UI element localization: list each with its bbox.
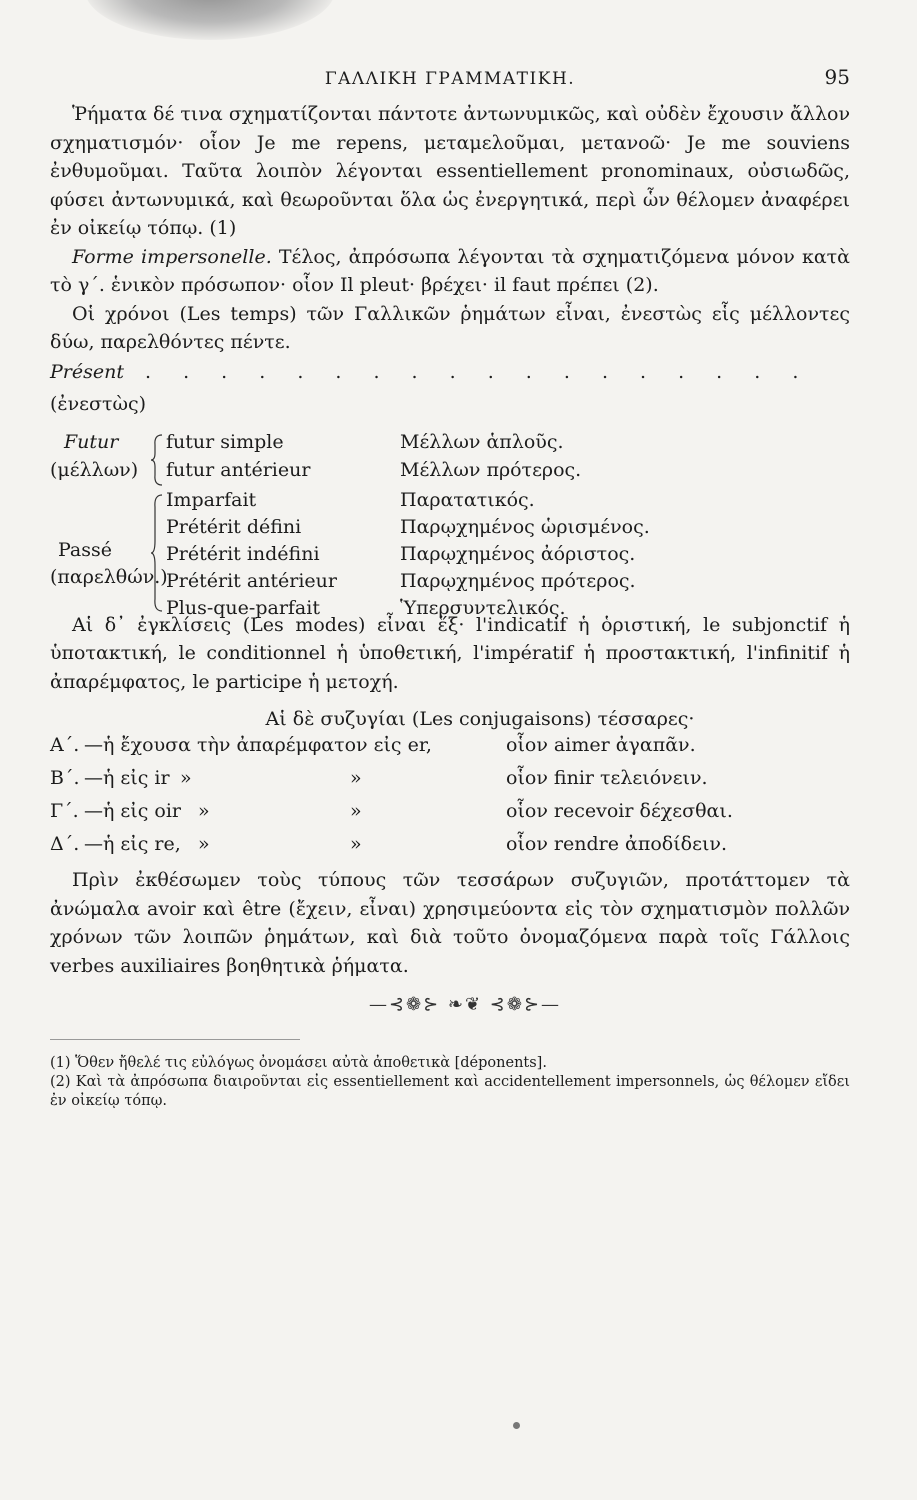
paragraph-tenses-intro: Οἱ χρόνοι (Les temps) τῶν Γαλλικῶν ῥημάτων εἶναι, ἐνεστὼς εἷς μέλλοντες δύω, παρελθόντες πέντε. [50, 302, 850, 353]
conjugation-ending: —ἡ εἰς ir [84, 767, 170, 789]
ink-speck [513, 1422, 520, 1429]
conjugation-number: Α΄. [50, 734, 80, 756]
future-greek-label: (μέλλων) [50, 458, 139, 481]
footnote-2: (2) Καὶ τὰ ἀπρόσωπα διαιροῦνται εἰς essentiellement καὶ accidentellement impersonnels, ὡς θέλομεν εἴδει ἐν οἰκείῳ τόπῳ. [50, 1074, 850, 1109]
preterit-indefini-fr: Prétérit indéfini [166, 542, 320, 565]
future-anterior-gr: Μέλλων πρότερος. [400, 458, 582, 481]
tenses-table [50, 360, 850, 619]
running-title: ΓΑΛΛΙΚΗ ΓΡΑΜΜΑΤΙΚΗ. [324, 69, 576, 89]
ditto-mark: » [198, 800, 210, 822]
conjugation-row [50, 800, 850, 832]
page-header [50, 55, 850, 100]
conjugations-heading: Αἱ δὲ συζυγίαι (Les conjugaisons) τέσσαρες· [265, 708, 695, 730]
ditto-mark: » [180, 767, 192, 789]
footnote-1: (1) Ὅθεν ἤθελέ τις εὐλόγως ὀνομάσει αὐτὰ ἀποθετικὰ [déponents]. [50, 1055, 547, 1071]
imparfait-gr: Παρατατικός. [400, 488, 535, 511]
conjugation-ending: —ἡ εἰς re, [84, 833, 181, 855]
conjugation-number: Γ΄. [50, 800, 79, 822]
conjugation-example: οἷον rendre ἀποδίδειν. [506, 833, 727, 855]
impersonal-form-text: Τέλος, ἀπρόσωπα λέγονται τὰ σχηματιζόμενα μόνον κατὰ τὸ γ΄. ἑνικὸν πρόσωπον· οἷον Il pleut· βρέχει· il faut πρέπει (2). [50, 245, 850, 296]
preterit-anterieur-fr: Prétérit antérieur [166, 569, 337, 592]
conjugations-list [50, 734, 850, 866]
conjugation-ending: —ἡ ἔχουσα τὴν ἀπαρέμφατον εἰς er, [84, 734, 432, 756]
preterit-indefini-gr: Παρῳχημένος ἀόριστος. [400, 542, 636, 565]
conjugation-number: Β΄. [50, 767, 80, 789]
future-simple-gr: Μέλλων ἁπλοῦς. [400, 430, 564, 453]
future-anterior-fr: futur antérieur [166, 458, 311, 481]
conjugation-row [50, 833, 850, 865]
ornament-divider: —⊰❁⊱ ❧❦ ⊰❁⊱— [368, 994, 562, 1015]
past-greek-label: (παρελθών.) [50, 565, 168, 588]
conjugation-ending: —ἡ εἰς oir [84, 800, 181, 822]
ditto-mark: » [350, 833, 362, 855]
page-number: 95 [824, 65, 850, 89]
future-simple-fr: futur simple [166, 430, 284, 453]
conjugation-row [50, 734, 850, 766]
paragraph-auxiliaries: Πρὶν ἐκθέσωμεν τοὺς τύπους τῶν τεσσάρων συζυγιῶν, προτάττομεν τὰ ἀνώμαλα avoir καὶ être (ἔχειν, εἶναι) χρησιμεύοντα εἰς τὸν σχηματισμὸν πολλῶν χρόνων τῶν λοιπῶν ῥημάτων, καὶ διὰ τοῦτο ὀνομαζόμενα παρὰ τοῖς Γάλλοις verbes auxiliaires βοηθητικὰ ῥήματα. [50, 869, 850, 977]
present-greek-label: (ἐνεστὼς) [50, 392, 147, 415]
footnote-rule [50, 1039, 300, 1040]
preterit-defini-fr: Prétérit défini [166, 515, 302, 538]
conjugation-row [50, 767, 850, 799]
conjugation-example: οἷον aimer ἀγαπᾶν. [506, 734, 696, 756]
present-label: Présent [50, 360, 124, 383]
impersonal-form-label: Forme impersonelle. [72, 245, 272, 268]
ditto-mark: » [350, 800, 362, 822]
past-brace [150, 493, 164, 613]
preterit-defini-gr: Παρῳχημένος ὡρισμένος. [400, 515, 650, 538]
plus-que-parfait-fr: Plus-que-parfait [166, 596, 320, 619]
ditto-mark: » [350, 767, 362, 789]
past-label: Passé [58, 538, 113, 561]
future-label: Futur [64, 430, 119, 453]
imparfait-fr: Imparfait [166, 488, 257, 511]
conjugation-number: Δ΄. [50, 833, 80, 855]
plus-que-parfait-gr: Ὑπερσυντελικός. [400, 596, 566, 619]
paragraph-moods: Αἱ δ᾽ ἐγκλίσεις (Les modes) εἶναι ἕξ· l'indicatif ἡ ὁριστική, le subjonctif ἡ ὑποτακτική, le conditionnel ἡ ὑποθετική, l'impératif ἡ προστακτική, l'infinitif ἡ ἀπαρέμφατος, le participe ἡ μετοχή. [50, 613, 850, 693]
present-dot-leader: . . . . . . . . . . . . . . . . . . [145, 360, 812, 383]
preterit-anterieur-gr: Παρῳχημένος πρότερος. [400, 569, 636, 592]
conjugation-example: οἷον recevoir δέχεσθαι. [506, 800, 733, 822]
paragraph-pronominal-verbs: Ῥήματα δέ τινα σχηματίζονται πάντοτε ἀντωνυμικῶς, καὶ οὐδὲν ἔχουσιν ἄλλον σχηματισμόν· οἷον Je me repens, μεταμελοῦμαι, μετανοῶ· Je me souviens ἐνθυμοῦμαι. Ταῦτα λοιπὸν λέγονται essentiellement pronominaux, οὐσιωδῶς, φύσει ἀντωνυμικά, καὶ θεωροῦνται ὅλα ὡς ἐνεργητικά, περὶ ὧν θέλομεν ἀναφέρει ἐν οἰκείῳ τόπῳ. (1) [50, 103, 850, 239]
future-brace [150, 433, 164, 487]
conjugation-example: οἷον finir τελειόνειν. [506, 767, 708, 789]
scan-shadow [85, 0, 335, 40]
book-page [50, 55, 850, 1111]
paragraph-impersonal-verbs [50, 243, 850, 300]
ditto-mark: » [198, 833, 210, 855]
